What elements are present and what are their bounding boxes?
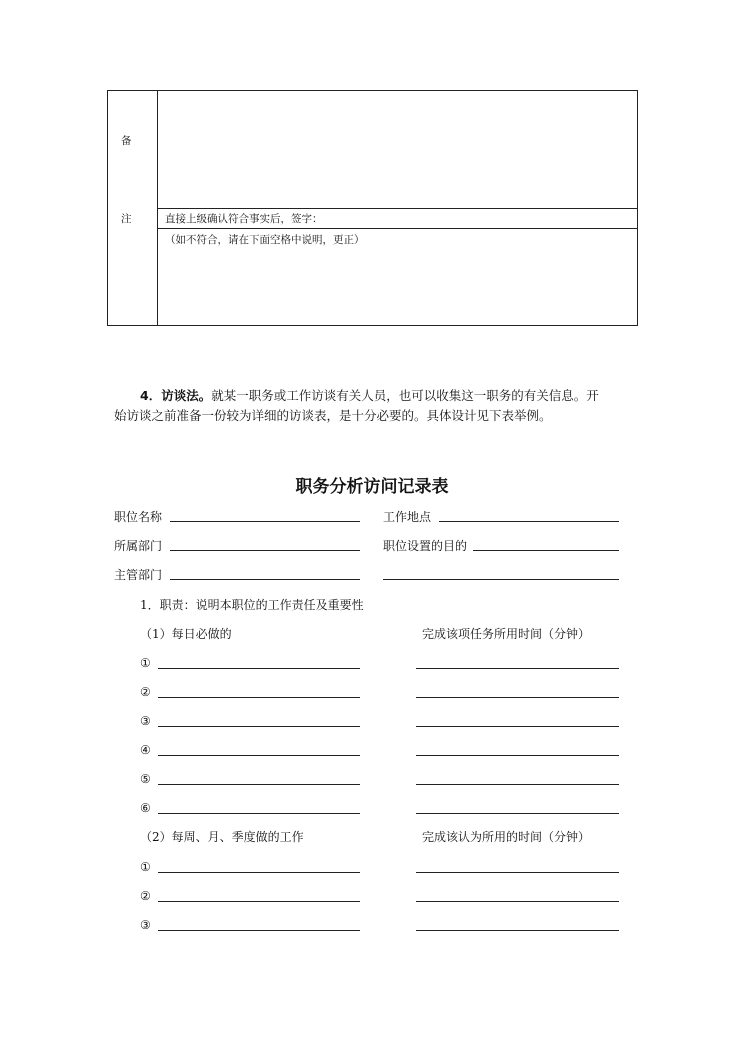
periodic-task-field[interactable] (158, 872, 360, 873)
department-field[interactable] (170, 550, 360, 551)
remarks-label-bei: 备 (121, 135, 132, 147)
daily-time-field[interactable] (416, 726, 619, 727)
periodic-time-field[interactable] (416, 901, 619, 902)
paragraph-line-2: 始访谈之前准备一份较为详细的访谈表，是十分必要的。具体设计见下表举例。 (114, 408, 552, 423)
daily-time-field[interactable] (416, 668, 619, 669)
section-duties-heading: 1．职责：说明本职位的工作责任及重要性 (140, 598, 364, 612)
supervising-dept-label: 主管部门 (114, 568, 163, 582)
periodic-time-field[interactable] (416, 872, 619, 873)
correction-note-text: （如不符合，请在下面空格中说明，更正） (165, 234, 365, 246)
paragraph-lead: 4．访谈法。 (140, 388, 212, 403)
daily-task-field[interactable] (158, 755, 360, 756)
periodic-task-field[interactable] (158, 901, 360, 902)
position-purpose-label: 职位设置的目的 (383, 539, 468, 553)
daily-time-field[interactable] (416, 755, 619, 756)
daily-item-marker: ⑤ (140, 772, 151, 786)
daily-task-field[interactable] (158, 813, 360, 814)
daily-item-marker: ③ (140, 714, 151, 728)
daily-task-field[interactable] (158, 697, 360, 698)
daily-item-marker: ⑥ (140, 801, 151, 815)
department-label: 所属部门 (114, 539, 163, 553)
periodic-item-marker: ③ (140, 918, 151, 932)
periodic-item-marker: ① (140, 860, 151, 874)
daily-tasks-heading: （1）每日必做的 (140, 627, 232, 641)
position-name-label: 职位名称 (114, 510, 163, 524)
daily-item-marker: ① (140, 656, 151, 670)
work-location-label: 工作地点 (383, 510, 432, 524)
daily-time-field[interactable] (416, 813, 619, 814)
table-divider (157, 228, 638, 229)
daily-item-marker: ② (140, 685, 151, 699)
periodic-item-marker: ② (140, 889, 151, 903)
position-name-field[interactable] (170, 521, 360, 522)
daily-time-field[interactable] (416, 697, 619, 698)
daily-task-field[interactable] (158, 726, 360, 727)
extra-field[interactable] (383, 579, 619, 580)
daily-item-marker: ④ (140, 743, 151, 757)
form-title: 职务分析访问记录表 (295, 477, 449, 497)
supervising-dept-field[interactable] (170, 579, 360, 580)
supervisor-confirm-text: 直接上级确认符合事实后，签字： (165, 213, 323, 225)
periodic-tasks-heading: （2）每周、月、季度做的工作 (140, 830, 304, 844)
periodic-task-field[interactable] (158, 930, 360, 931)
daily-time-field[interactable] (416, 784, 619, 785)
daily-time-heading: 完成该项任务所用时间（分钟） (422, 627, 591, 641)
position-purpose-field[interactable] (473, 550, 619, 551)
work-location-field[interactable] (439, 521, 619, 522)
paragraph-line-1 (140, 386, 599, 406)
table-divider (157, 208, 638, 209)
daily-task-field[interactable] (158, 668, 360, 669)
daily-task-field[interactable] (158, 784, 360, 785)
periodic-time-heading: 完成该认为所用的时间（分钟） (422, 830, 591, 844)
remarks-label-zhu: 注 (121, 213, 132, 225)
periodic-time-field[interactable] (416, 930, 619, 931)
paragraph-text: 就某一职务或工作访谈有关人员，也可以收集这一职务的有关信息。开 (211, 388, 599, 403)
